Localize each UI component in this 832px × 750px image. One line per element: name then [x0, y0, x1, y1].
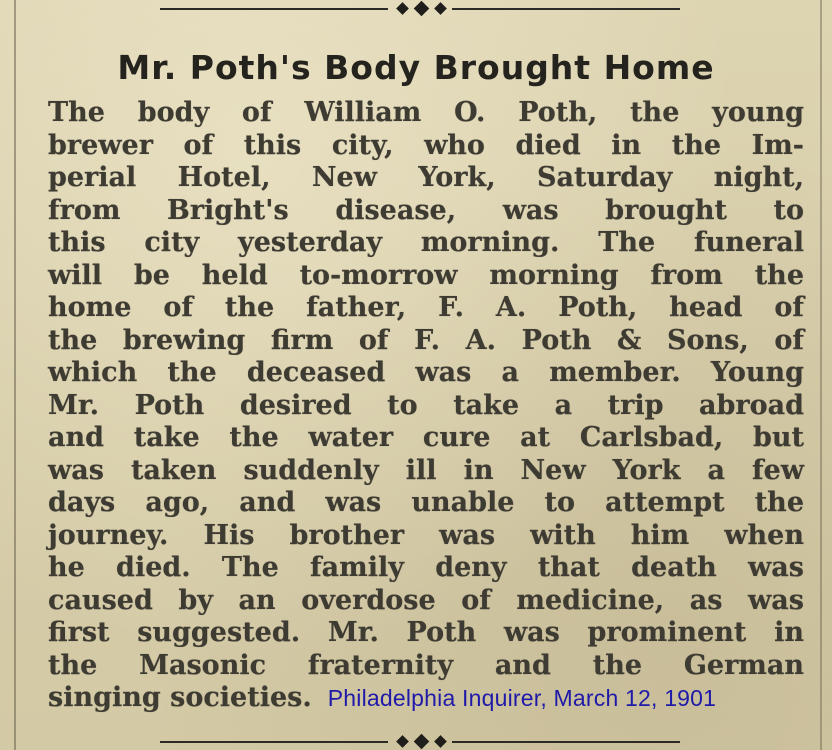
article-line: days ago, and was unable to attempt the	[48, 487, 804, 518]
article-line: Mr. Poth desired to take a trip abroad	[48, 389, 804, 421]
top-ornament-rule	[160, 2, 680, 16]
article-line: first suggested. Mr. Poth was prominent in	[48, 617, 804, 648]
article-line: The body of William O. Poth, the young	[48, 97, 804, 128]
article-line: this city yesterday morning. The funeral	[48, 227, 804, 258]
article-line-text: singing societies.	[48, 682, 312, 713]
article-line: which the deceased was a member. Young	[48, 357, 804, 388]
article-line: brewer of this city, who died in the Im-	[48, 129, 804, 161]
article-last-line	[48, 682, 804, 715]
article-line: home of the father, F. A. Poth, head of	[48, 292, 804, 323]
source-credit: Philadelphia Inquirer, March 12, 1901	[327, 685, 717, 711]
article-line: and take the water cure at Carlsbad, but	[48, 422, 804, 453]
article-line: will be held to-morrow morning from the	[48, 259, 804, 291]
article-line: the Masonic fraternity and the German	[48, 649, 804, 681]
column-rule-left	[14, 0, 16, 750]
article-line: from Bright's disease, was brought to	[48, 194, 804, 226]
article-line: the brewing firm of F. A. Poth & Sons, of	[48, 324, 804, 356]
column-rule-right	[820, 0, 822, 750]
article-line: was taken suddenly ill in New York a few	[48, 454, 804, 486]
headline: Mr. Poth's Body Brought Home	[117, 48, 715, 87]
article-line: he died. The family deny that death was	[48, 552, 804, 583]
article-line: perial Hotel, New York, Saturday night,	[48, 162, 804, 193]
article-line: caused by an overdose of medicine, as was	[48, 584, 804, 616]
article-line: journey. His brother was with him when	[48, 519, 804, 551]
bottom-ornament-rule	[160, 735, 680, 749]
article-body	[48, 97, 804, 715]
